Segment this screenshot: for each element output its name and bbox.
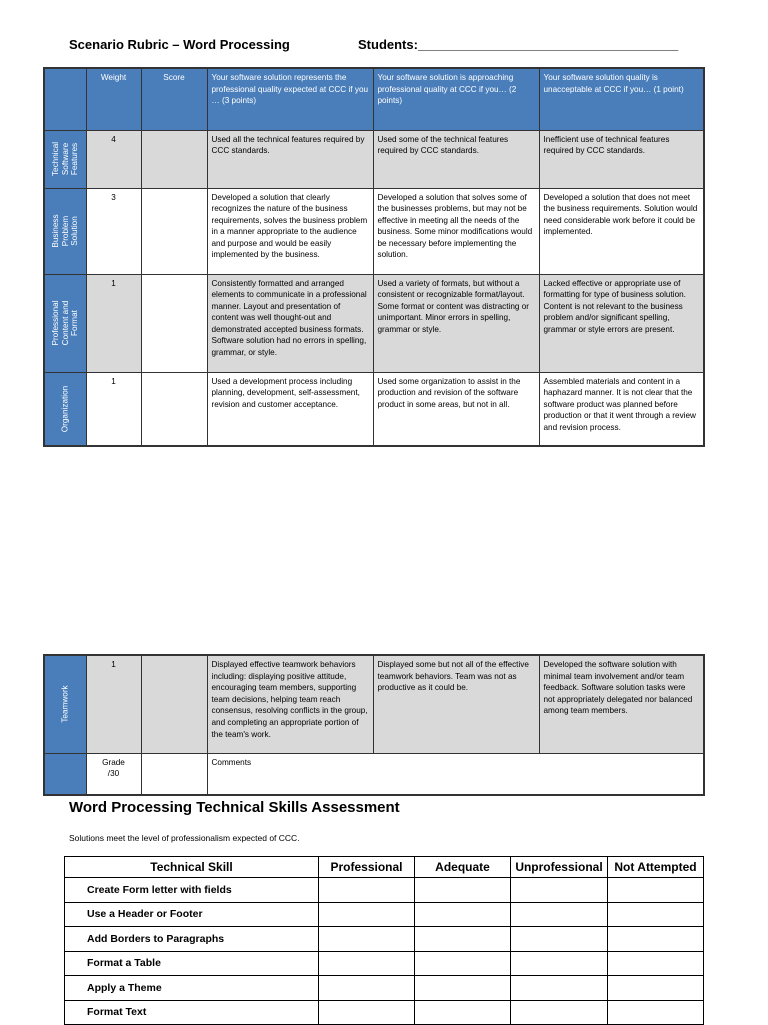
rating-cell[interactable] [608, 902, 704, 927]
category-technical: Technical Software Features [44, 130, 86, 188]
unacceptable-cell: Inefficient use of technical features required by CCC standards. [539, 130, 704, 188]
skills-header-row [65, 857, 704, 878]
rating-cell[interactable] [415, 1000, 511, 1025]
approaching-cell: Used some organization to assist in the production and revision of the software product in some areas, but not in all. [373, 372, 539, 446]
unacceptable-cell: Assembled materials and content in a haphazard manner. It is not clear that the software product was planned before production or that it went through a review and revision process. [539, 372, 704, 446]
rating-cell[interactable] [319, 878, 415, 903]
comments-cell[interactable] [207, 753, 704, 795]
skill-name: Format Text [65, 1000, 319, 1025]
unacceptable-header: Your software solution quality is unacceptable at CCC if you… (1 point) [539, 68, 704, 130]
rating-cell[interactable] [608, 927, 704, 952]
professional-cell: Used a development process including planning, development, self-assessment, revision and customer acceptance. [207, 372, 373, 446]
skill-name: Apply a Theme [65, 976, 319, 1001]
skill-row [65, 976, 704, 1001]
rating-cell[interactable] [608, 951, 704, 976]
skills-header: Adequate [415, 857, 511, 878]
unacceptable-cell: Developed the software solution with minimal team involvement and/or team feedback. Software solution tasks were not appropriately delegated nor balanced among team members. [539, 655, 704, 753]
page-title: Scenario Rubric – Word Processing [69, 37, 290, 52]
professional-cell: Displayed effective teamwork behaviors including: displaying positive attitude, encouraging team members, supporting team decisions, helping team reach consensus, resolving conflicts in the group, and completing an appropriate portion of the team's work. [207, 655, 373, 753]
unacceptable-cell: Lacked effective or appropriate use of formatting for type of business solution. Content is not relevant to the business problem and/or significant spelling, grammar or style errors are present. [539, 274, 704, 372]
rating-cell[interactable] [511, 1000, 608, 1025]
approaching-cell: Used some of the technical features required by CCC standards. [373, 130, 539, 188]
comments-label: Comments [211, 757, 252, 767]
rating-cell[interactable] [511, 951, 608, 976]
rating-cell[interactable] [511, 927, 608, 952]
grade-label: Grade /30 [86, 753, 141, 795]
weight-cell: 4 [86, 130, 141, 188]
rating-cell[interactable] [415, 976, 511, 1001]
students-line: ____________________________________ [417, 37, 679, 52]
rubric-table [43, 67, 705, 447]
approaching-cell: Displayed some but not all of the effective teamwork behaviors. Team was not as productive as it could be. [373, 655, 539, 753]
rubric-row-technical [44, 130, 704, 188]
skill-row [65, 1000, 704, 1025]
rubric-table-continued [43, 654, 705, 796]
weight-cell: 1 [86, 372, 141, 446]
students-field [358, 37, 678, 52]
score-cell[interactable] [141, 274, 207, 372]
rating-cell[interactable] [415, 927, 511, 952]
score-header: Score [141, 68, 207, 130]
rating-cell[interactable] [415, 878, 511, 903]
skill-row [65, 951, 704, 976]
weight-cell: 1 [86, 274, 141, 372]
skill-row [65, 878, 704, 903]
skill-name: Create Form letter with fields [65, 878, 319, 903]
score-cell[interactable] [141, 372, 207, 446]
rubric-row-teamwork [44, 655, 704, 753]
skills-table [64, 856, 704, 1025]
rating-cell[interactable] [319, 951, 415, 976]
professional-cell: Developed a solution that clearly recognizes the nature of the business requirements, solves the business problem in a manner appropriate to the audience and purpose and would be easily implemented by the business. [207, 188, 373, 274]
rating-cell[interactable] [319, 902, 415, 927]
category-teamwork: Teamwork [44, 655, 86, 753]
skills-subtitle: Solutions meet the level of professionalism expected of CCC. [69, 833, 300, 843]
rating-cell[interactable] [511, 976, 608, 1001]
skills-header: Not Attempted [608, 857, 704, 878]
category-business: Business Problem Solution [44, 188, 86, 274]
rubric-row-organization [44, 372, 704, 446]
unacceptable-cell: Developed a solution that does not meet the business requirements. Solution would need considerable work before it could be implemented. [539, 188, 704, 274]
rating-cell[interactable] [415, 902, 511, 927]
corner-cell [44, 68, 86, 130]
rating-cell[interactable] [319, 1000, 415, 1025]
rating-cell[interactable] [415, 951, 511, 976]
category-professional: Professional Content and Format [44, 274, 86, 372]
rating-cell[interactable] [511, 902, 608, 927]
professional-cell: Used all the technical features required by CCC standards. [207, 130, 373, 188]
skills-title: Word Processing Technical Skills Assessment [69, 799, 400, 816]
skill-row [65, 927, 704, 952]
skills-header: Unprofessional [511, 857, 608, 878]
category-organization: Organization [44, 372, 86, 446]
rating-cell[interactable] [319, 976, 415, 1001]
rating-cell[interactable] [608, 878, 704, 903]
approaching-cell: Developed a solution that solves some of the businesses problems, but may not be effective in meeting all the needs of the business. Some minor modifications would be necessary before implementing the solution. [373, 188, 539, 274]
skills-header: Technical Skill [65, 857, 319, 878]
rating-cell[interactable] [608, 976, 704, 1001]
weight-header: Weight [86, 68, 141, 130]
skills-header: Professional [319, 857, 415, 878]
grade-side-cell [44, 753, 86, 795]
skill-name: Use a Header or Footer [65, 902, 319, 927]
grade-row [44, 753, 704, 795]
weight-cell: 3 [86, 188, 141, 274]
score-cell[interactable] [141, 188, 207, 274]
rubric-header-row [44, 68, 704, 130]
weight-cell: 1 [86, 655, 141, 753]
grade-score-cell[interactable] [141, 753, 207, 795]
score-cell[interactable] [141, 655, 207, 753]
skill-name: Add Borders to Paragraphs [65, 927, 319, 952]
rubric-row-professional [44, 274, 704, 372]
rating-cell[interactable] [511, 878, 608, 903]
approaching-cell: Used a variety of formats, but without a consistent or recognizable format/layout. Some format or content was distracting or unimportant. Minor errors in spelling, grammar or style. [373, 274, 539, 372]
rating-cell[interactable] [319, 927, 415, 952]
rating-cell[interactable] [608, 1000, 704, 1025]
students-label: Students: [358, 37, 418, 52]
score-cell[interactable] [141, 130, 207, 188]
professional-header: Your software solution represents the professional quality expected at CCC if you … (3 points) [207, 68, 373, 130]
approaching-header: Your software solution is approaching professional quality at CCC if you… (2 points) [373, 68, 539, 130]
professional-cell: Consistently formatted and arranged elements to communicate in a professional manner. Layout and presentation of content was well thought-out and demonstrated accepted business formats. Software solution had no errors in spelling, grammar, or style. [207, 274, 373, 372]
skill-name: Format a Table [65, 951, 319, 976]
skill-row [65, 902, 704, 927]
rubric-row-business [44, 188, 704, 274]
